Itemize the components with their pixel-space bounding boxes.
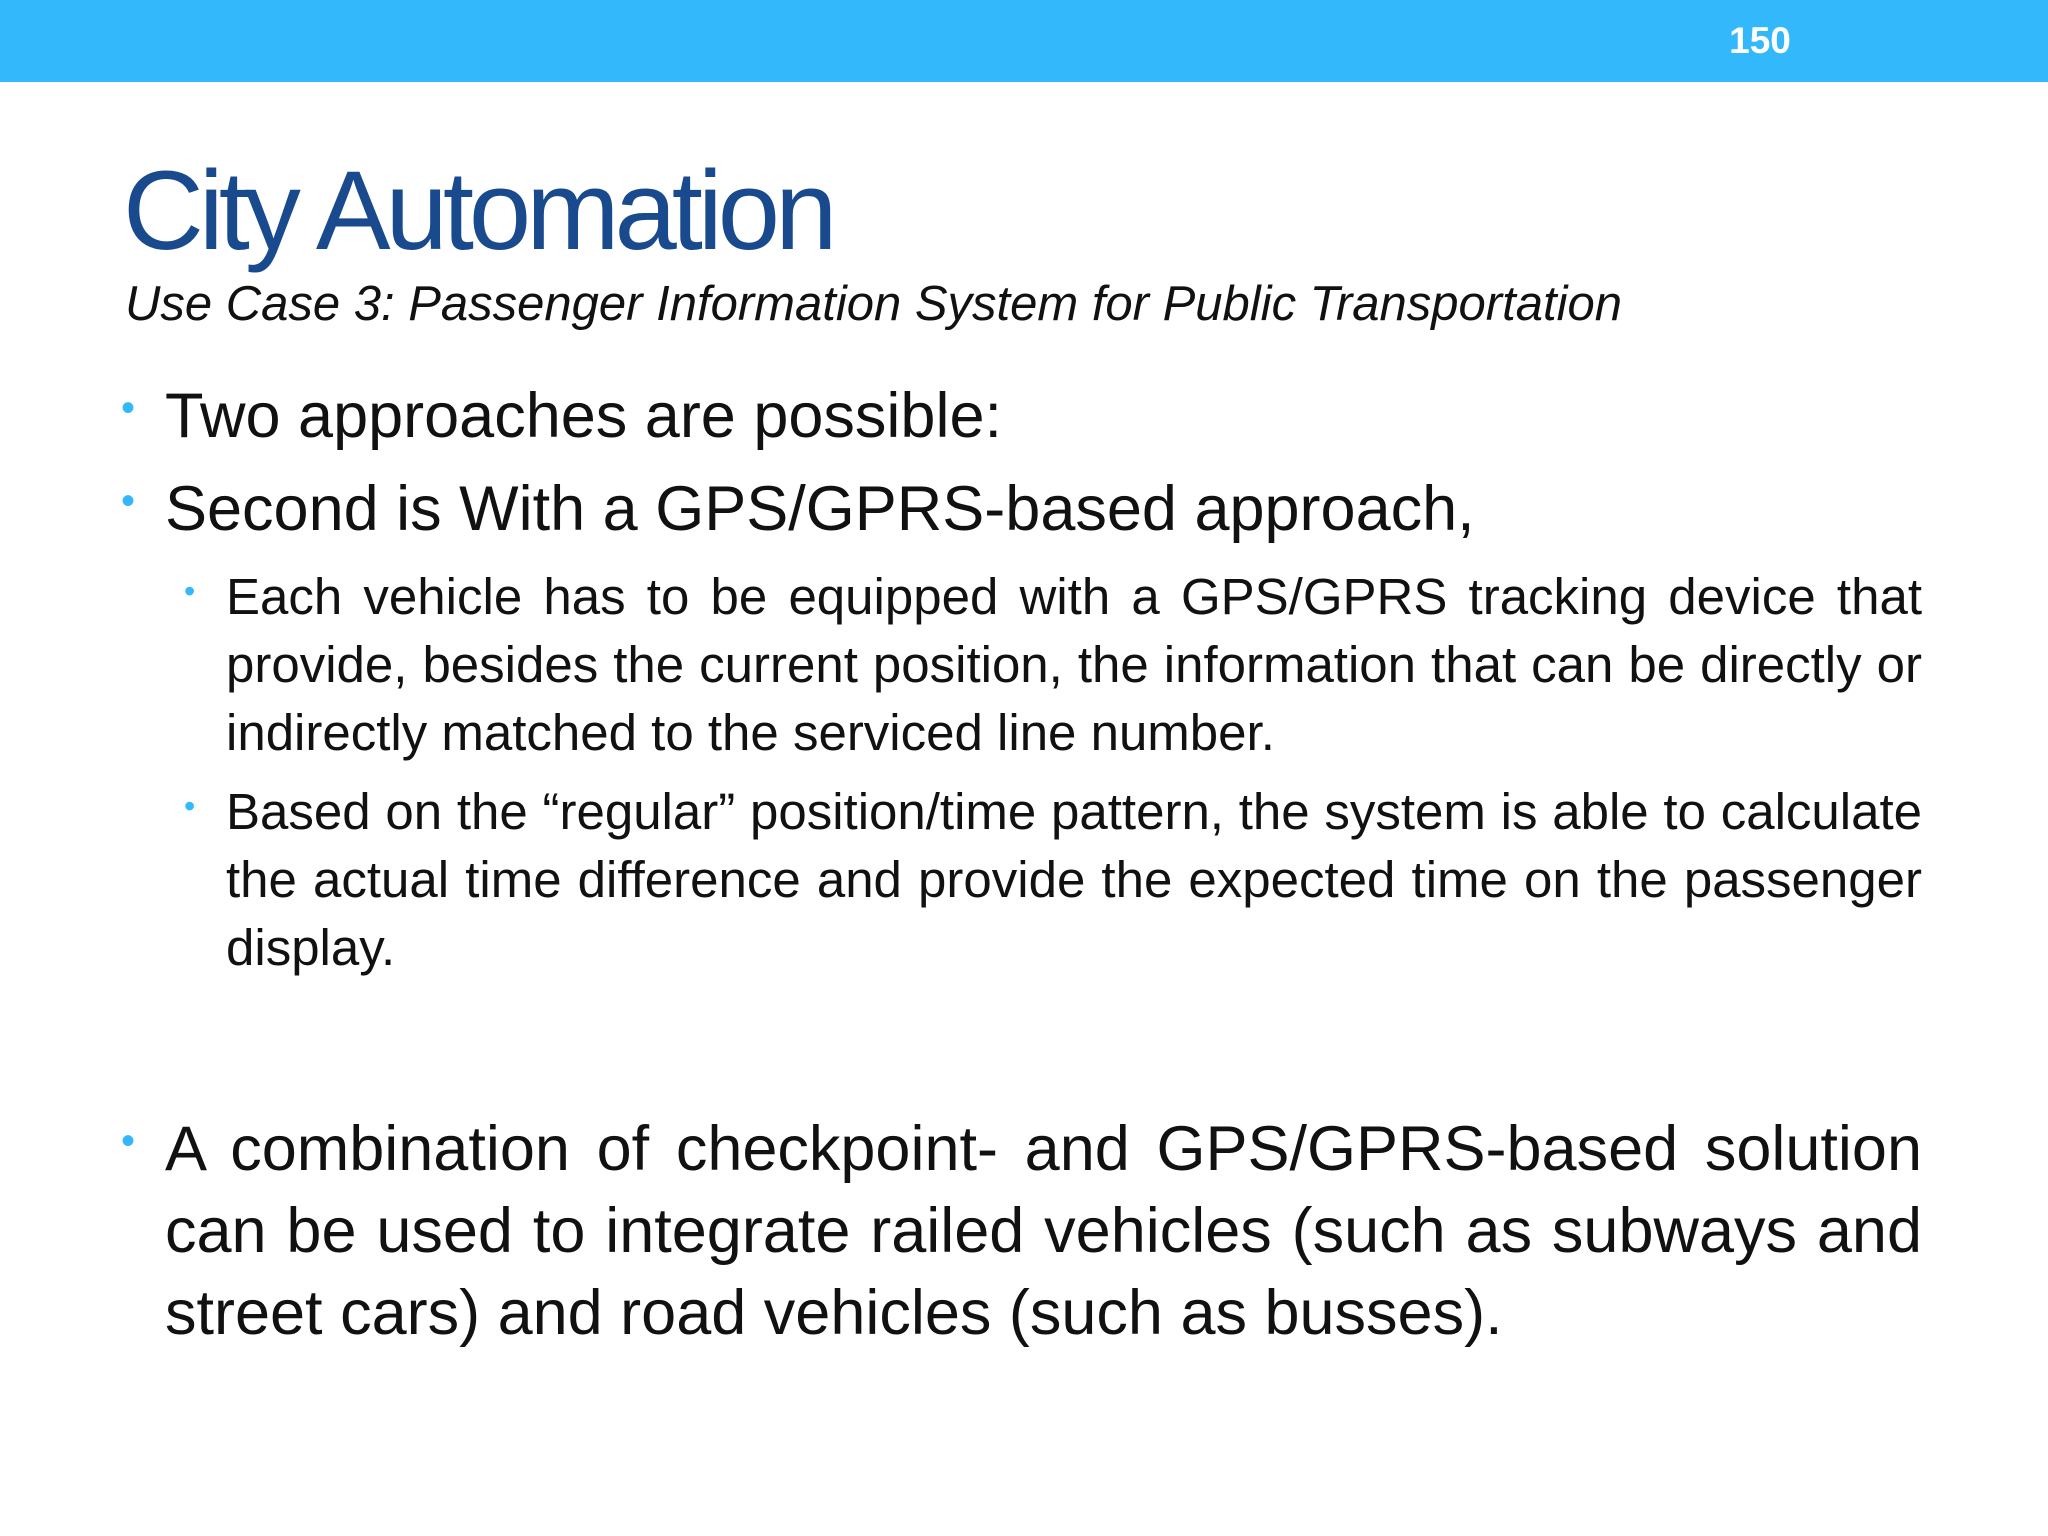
slide-subtitle: Use Case 3: Passenger Information System for Public Transportation [125,277,1622,331]
bullet-dot-icon: • [121,386,136,430]
bullet-text: Based on the “regular” position/time pattern, the system is able to calculate the actual time difference and provide the expected time on the passenger display. [226,783,1922,976]
slide-number: 150 [1729,20,1791,61]
sub-bullet-time-pattern [184,778,1922,982]
sub-bullet-tracking-device [184,563,1922,767]
bullet-text: Second is With a GPS/GPRS-based approach, [165,474,1475,544]
bullet-two-approaches [121,375,1922,457]
bullet-gps-approach [121,468,1922,550]
bullet-text: Each vehicle has to be equipped with a GPS/GPRS tracking device that provide, besides the current position, the information that can be directly or indirectly matched to the serviced line number. [226,568,1922,761]
bullet-dot-icon: • [184,788,196,824]
bullet-dot-icon: • [121,1119,136,1163]
bullet-combination [121,1108,1922,1354]
bullet-text: A combination of checkpoint- and GPS/GPRS-based solution can be used to integrate railed vehicles (such as subways and street cars) and road vehicles (such as busses). [165,1114,1922,1348]
header-bar [0,0,2048,82]
bullet-text: Two approaches are possible: [165,381,1002,451]
bullet-dot-icon: • [184,573,196,609]
bullet-dot-icon: • [121,479,136,523]
slide-title: City Automation [123,148,833,273]
